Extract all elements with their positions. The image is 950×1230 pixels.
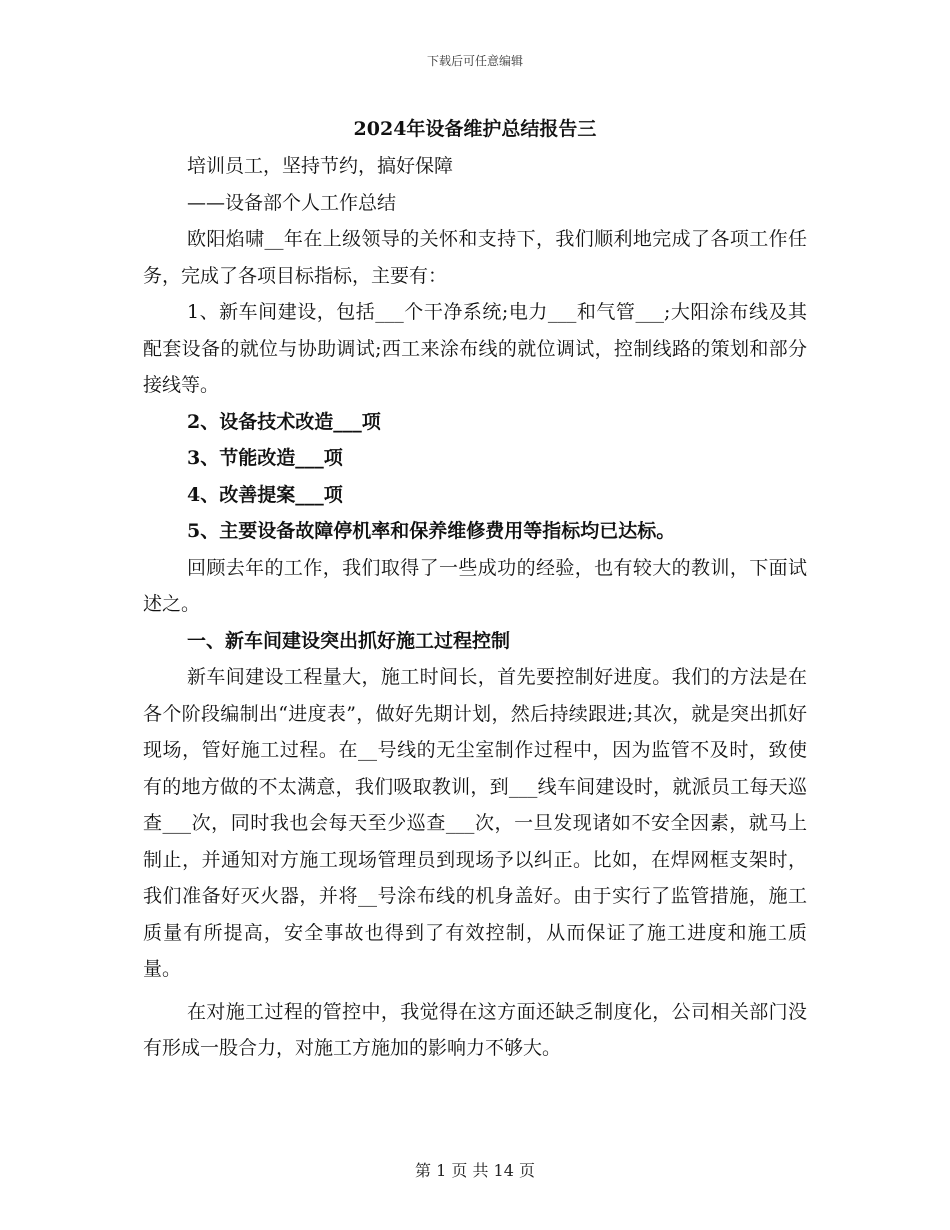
item-3: 3、节能改造___项 [187,447,343,469]
document-body [143,148,807,1067]
page-number: 第 1 页 共 14 页 [415,1161,535,1180]
document-title: 2024年设备维护总结报告三 [353,118,597,140]
item-2: 2、设备技术改造___项 [187,410,381,433]
item-1: 1、新车间建设，包括___个干净系统;电力___和气管___;大阳涂布线及其配套设备的就位与协助调试;西工来涂布线的就位调试，控制线路的策划和部分接线等。 [143,301,807,396]
subtitle-department: ——设备部个人工作总结 [187,191,397,214]
subtitle-slogan: 培训员工，坚持节约，搞好保障 [187,155,454,177]
section-1-heading: 一、新车间建设突出抓好施工过程控制 [187,629,511,652]
section-1-paragraph-1: 新车间建设工程量大，施工时间长，首先要控制好进度。我们的方法是在各个阶段编制出“进度表”，做好先期计划，然后持续跟进;其次，就是突出抓好现场，管好施工过程。在__号线的无尘室制作过程中，因为监管不及时，致使有的地方做的不太满意，我们吸取教训，到___线车间建设时，就派员工每天巡查___次，同时我也会每天至少巡查___次，一旦发现诸如不安全因素，就马上制止，并通知对方施工现场管理员到现场予以纠正。比如，在焊网框支架时，我们准备好灭火器，并将__号涂布线的机身盖好。由于实行了监管措施，施工质量有所提高，安全事故也得到了有效控制，从而保证了施工进度和施工质量。 [143,666,807,980]
download-note: 下载后可任意编辑 [426,54,523,68]
item-4: 4、改善提案___项 [187,483,343,506]
section-1-paragraph-2: 在对施工过程的管控中，我觉得在这方面还缺乏制度化，公司相关部门没有形成一股合力，对施工方施加的影响力不够大。 [143,1000,807,1059]
review-paragraph: 回顾去年的工作，我们取得了一些成功的经验，也有较大的教训，下面试述之。 [143,556,807,615]
item-5: 5、主要设备故障停机率和保养维修费用等指标均已达标。 [187,520,676,542]
intro-paragraph: 欧阳焰啸__年在上级领导的关怀和支持下，我们顺利地完成了各项工作任务，完成了各项目标指标，主要有： [143,228,807,287]
